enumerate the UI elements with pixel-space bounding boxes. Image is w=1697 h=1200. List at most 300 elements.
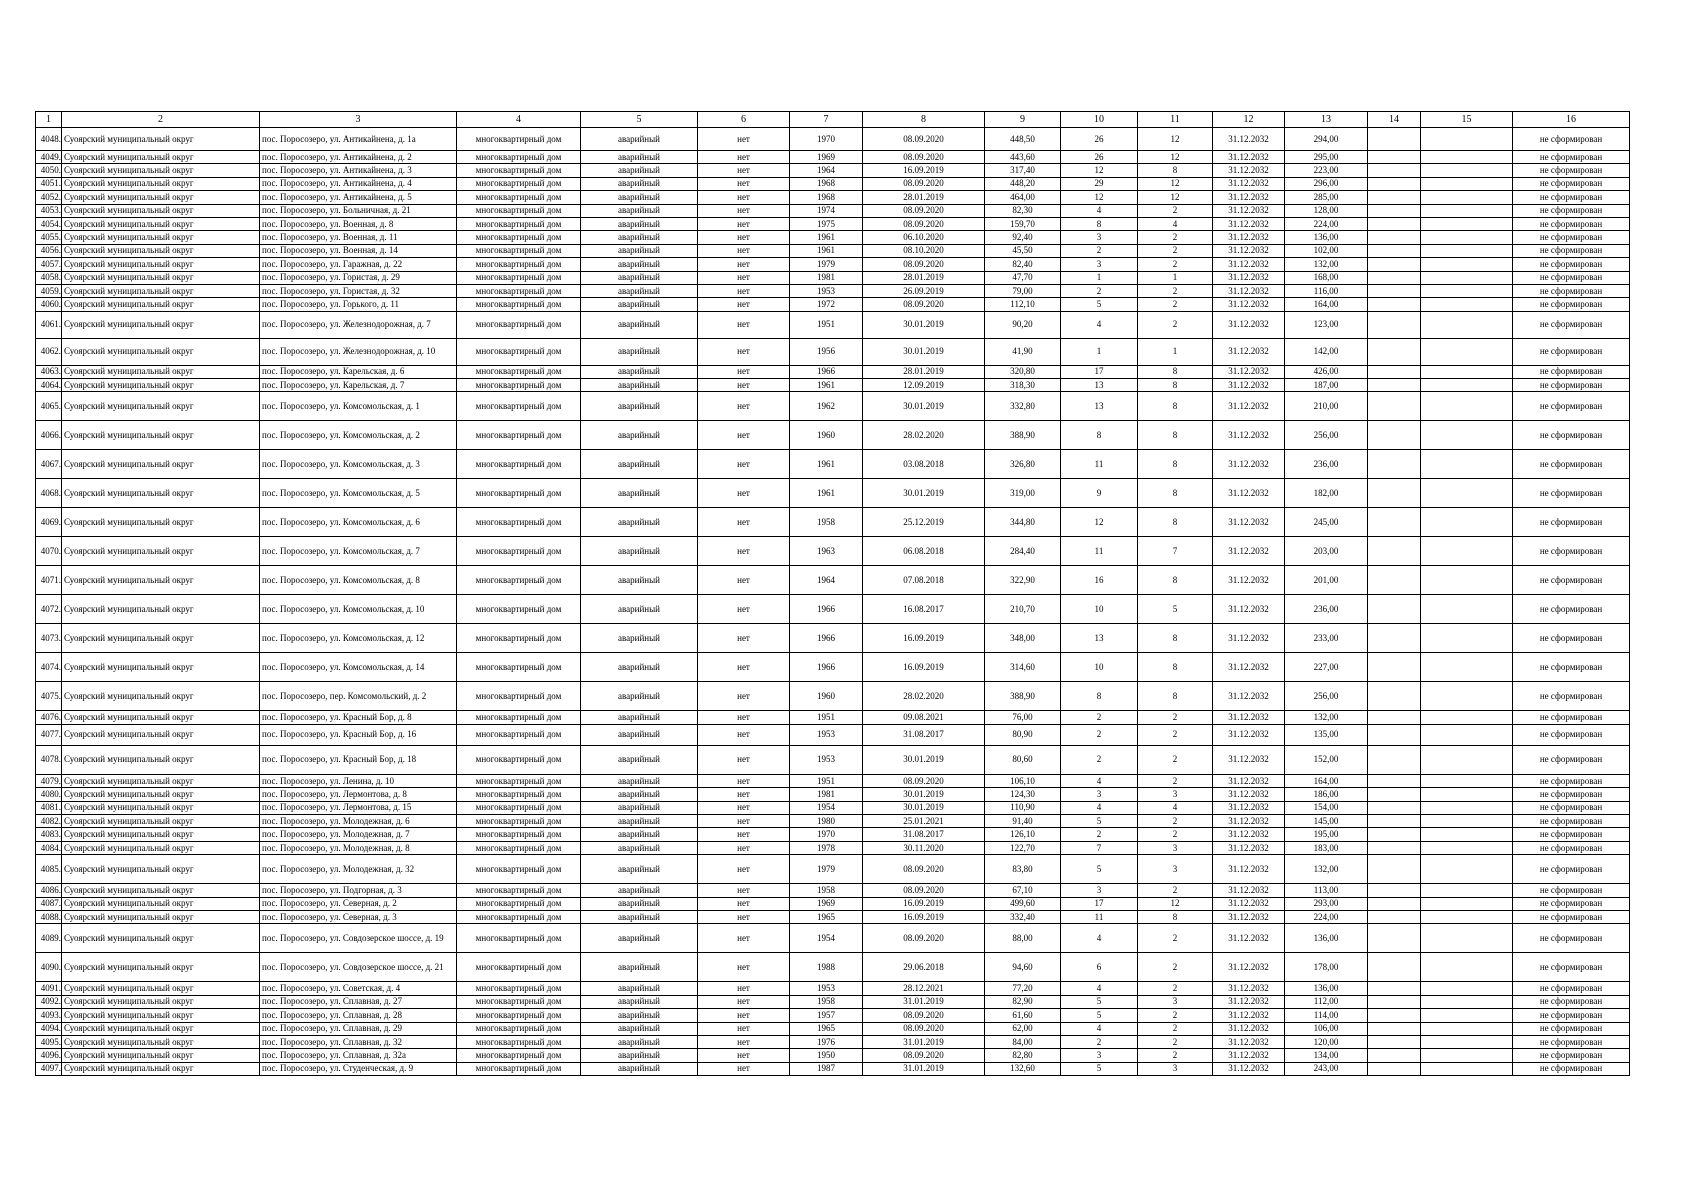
cell-inspection-date: 08.09.2020 [863, 128, 985, 151]
cell-area: 448,50 [985, 128, 1061, 151]
cell-inspection-date: 16.09.2019 [863, 910, 985, 923]
cell-row-number: 4090. [36, 953, 62, 982]
cell-flag: нет [698, 995, 790, 1008]
cell-status: не сформирован [1513, 897, 1630, 910]
cell-deadline-date: 31.12.2032 [1213, 788, 1285, 801]
cell-col-15 [1421, 231, 1513, 244]
cell-col-14 [1368, 421, 1421, 450]
cell-row-number: 4079. [36, 774, 62, 787]
cell-status: не сформирован [1513, 774, 1630, 787]
cell-apartments: 2 [1138, 1009, 1213, 1022]
cell-row-number: 4070. [36, 537, 62, 566]
cell-build-year: 1965 [790, 910, 863, 923]
cell-flag: нет [698, 1062, 790, 1075]
cell-building-type: многоквартирный дом [457, 338, 581, 365]
cell-build-year: 1951 [790, 711, 863, 724]
cell-deadline-date: 31.12.2032 [1213, 815, 1285, 828]
cell-cost: 295,00 [1285, 151, 1368, 164]
table-row [36, 924, 1630, 953]
cell-district: Суоярский муниципальный округ [62, 595, 260, 624]
cell-area: 112,10 [985, 298, 1061, 311]
cell-deadline-date: 31.12.2032 [1213, 191, 1285, 204]
cell-area: 326,80 [985, 450, 1061, 479]
cell-building-type: многоквартирный дом [457, 841, 581, 854]
cell-status: не сформирован [1513, 204, 1630, 217]
cell-build-year: 1953 [790, 284, 863, 297]
cell-inspection-date: 29.06.2018 [863, 953, 985, 982]
cell-row-number: 4085. [36, 855, 62, 884]
cell-flag: нет [698, 1049, 790, 1062]
cell-area: 106,10 [985, 774, 1061, 787]
cell-area: 92,40 [985, 231, 1061, 244]
cell-deadline-date: 31.12.2032 [1213, 311, 1285, 338]
cell-address: пос. Поросозеро, ул. Антикайнена, д. 3 [260, 164, 457, 177]
cell-address: пос. Поросозеро, ул. Красный Бор, д. 16 [260, 724, 457, 745]
cell-status: не сформирован [1513, 217, 1630, 230]
cell-row-number: 4063. [36, 365, 62, 378]
cell-cost: 134,00 [1285, 1049, 1368, 1062]
cell-flag: нет [698, 1009, 790, 1022]
cell-inspection-date: 08.09.2020 [863, 151, 985, 164]
cell-deadline-date: 31.12.2032 [1213, 217, 1285, 230]
cell-row-number: 4053. [36, 204, 62, 217]
cell-col-15 [1421, 653, 1513, 682]
table-row [36, 508, 1630, 537]
cell-apartments: 2 [1138, 724, 1213, 745]
cell-flag: нет [698, 682, 790, 711]
cell-area: 388,90 [985, 682, 1061, 711]
cell-flag: нет [698, 624, 790, 653]
cell-row-number: 4075. [36, 682, 62, 711]
cell-cost: 116,00 [1285, 284, 1368, 297]
cell-district: Суоярский муниципальный округ [62, 711, 260, 724]
cell-district: Суоярский муниципальный округ [62, 828, 260, 841]
cell-col-15 [1421, 365, 1513, 378]
cell-status: не сформирован [1513, 745, 1630, 774]
cell-deadline-date: 31.12.2032 [1213, 537, 1285, 566]
cell-deadline-date: 31.12.2032 [1213, 828, 1285, 841]
cell-row-number: 4067. [36, 450, 62, 479]
cell-deadline-date: 31.12.2032 [1213, 392, 1285, 421]
cell-col-14 [1368, 1022, 1421, 1035]
column-header-3: 3 [260, 112, 457, 128]
cell-residents: 5 [1061, 298, 1138, 311]
cell-cost: 224,00 [1285, 910, 1368, 923]
table-row [36, 788, 1630, 801]
cell-building-type: многоквартирный дом [457, 231, 581, 244]
column-header-16: 16 [1513, 112, 1630, 128]
cell-deadline-date: 31.12.2032 [1213, 231, 1285, 244]
cell-apartments: 1 [1138, 271, 1213, 284]
cell-flag: нет [698, 392, 790, 421]
cell-col-15 [1421, 682, 1513, 711]
cell-building-type: многоквартирный дом [457, 271, 581, 284]
cell-col-14 [1368, 1049, 1421, 1062]
cell-residents: 4 [1061, 801, 1138, 814]
cell-deadline-date: 31.12.2032 [1213, 910, 1285, 923]
cell-col-15 [1421, 855, 1513, 884]
cell-area: 67,10 [985, 884, 1061, 897]
cell-col-14 [1368, 653, 1421, 682]
cell-residents: 3 [1061, 884, 1138, 897]
column-header-2: 2 [62, 112, 260, 128]
cell-area: 82,80 [985, 1049, 1061, 1062]
cell-build-year: 1953 [790, 982, 863, 995]
cell-area: 319,00 [985, 479, 1061, 508]
cell-apartments: 2 [1138, 231, 1213, 244]
cell-deadline-date: 31.12.2032 [1213, 566, 1285, 595]
cell-status: не сформирован [1513, 815, 1630, 828]
cell-col-14 [1368, 828, 1421, 841]
cell-apartments: 4 [1138, 801, 1213, 814]
cell-build-year: 1979 [790, 855, 863, 884]
cell-inspection-date: 08.09.2020 [863, 258, 985, 271]
cell-col-15 [1421, 953, 1513, 982]
cell-col-15 [1421, 624, 1513, 653]
cell-cost: 135,00 [1285, 724, 1368, 745]
cell-col-14 [1368, 479, 1421, 508]
cell-district: Суоярский муниципальный округ [62, 910, 260, 923]
table-row [36, 1049, 1630, 1062]
cell-build-year: 1961 [790, 231, 863, 244]
table-row [36, 231, 1630, 244]
cell-address: пос. Поросозеро, ул. Красный Бор, д. 8 [260, 711, 457, 724]
cell-row-number: 4062. [36, 338, 62, 365]
cell-apartments: 2 [1138, 1049, 1213, 1062]
cell-area: 83,80 [985, 855, 1061, 884]
cell-address: пос. Поросозеро, ул. Комсомольская, д. 12 [260, 624, 457, 653]
cell-district: Суоярский муниципальный округ [62, 392, 260, 421]
cell-apartments: 2 [1138, 884, 1213, 897]
cell-build-year: 1958 [790, 884, 863, 897]
cell-area: 159,70 [985, 217, 1061, 230]
cell-col-14 [1368, 711, 1421, 724]
cell-district: Суоярский муниципальный округ [62, 924, 260, 953]
cell-row-number: 4093. [36, 1009, 62, 1022]
cell-deadline-date: 31.12.2032 [1213, 1035, 1285, 1048]
cell-area: 318,30 [985, 379, 1061, 392]
cell-residents: 2 [1061, 828, 1138, 841]
cell-inspection-date: 28.01.2019 [863, 271, 985, 284]
cell-condition: аварийный [581, 204, 698, 217]
cell-inspection-date: 06.08.2018 [863, 537, 985, 566]
cell-flag: нет [698, 910, 790, 923]
cell-status: не сформирован [1513, 801, 1630, 814]
cell-residents: 2 [1061, 284, 1138, 297]
cell-inspection-date: 30.11.2020 [863, 841, 985, 854]
cell-district: Суоярский муниципальный округ [62, 815, 260, 828]
cell-district: Суоярский муниципальный округ [62, 298, 260, 311]
header-row [36, 112, 1630, 128]
cell-status: не сформирован [1513, 841, 1630, 854]
cell-cost: 178,00 [1285, 953, 1368, 982]
table-row [36, 828, 1630, 841]
table-row [36, 910, 1630, 923]
cell-col-15 [1421, 910, 1513, 923]
cell-area: 94,60 [985, 953, 1061, 982]
cell-flag: нет [698, 298, 790, 311]
table-row [36, 217, 1630, 230]
cell-status: не сформирован [1513, 1035, 1630, 1048]
cell-col-14 [1368, 910, 1421, 923]
cell-status: не сформирован [1513, 653, 1630, 682]
cell-col-15 [1421, 724, 1513, 745]
cell-district: Суоярский муниципальный округ [62, 788, 260, 801]
cell-condition: аварийный [581, 311, 698, 338]
cell-apartments: 2 [1138, 1035, 1213, 1048]
table-row [36, 745, 1630, 774]
cell-col-14 [1368, 566, 1421, 595]
cell-deadline-date: 31.12.2032 [1213, 164, 1285, 177]
cell-address: пос. Поросозеро, ул. Гористая, д. 29 [260, 271, 457, 284]
cell-col-15 [1421, 884, 1513, 897]
cell-area: 122,70 [985, 841, 1061, 854]
cell-building-type: многоквартирный дом [457, 537, 581, 566]
cell-address: пос. Поросозеро, ул. Подгорная, д. 3 [260, 884, 457, 897]
cell-building-type: многоквартирный дом [457, 244, 581, 257]
cell-residents: 13 [1061, 624, 1138, 653]
cell-inspection-date: 12.09.2019 [863, 379, 985, 392]
cell-col-15 [1421, 204, 1513, 217]
cell-status: не сформирован [1513, 338, 1630, 365]
cell-row-number: 4056. [36, 244, 62, 257]
cell-inspection-date: 31.01.2019 [863, 1035, 985, 1048]
cell-condition: аварийный [581, 191, 698, 204]
cell-cost: 152,00 [1285, 745, 1368, 774]
table-row [36, 566, 1630, 595]
cell-condition: аварийный [581, 258, 698, 271]
cell-building-type: многоквартирный дом [457, 311, 581, 338]
cell-address: пос. Поросозеро, ул. Комсомольская, д. 7 [260, 537, 457, 566]
cell-condition: аварийный [581, 653, 698, 682]
cell-build-year: 1960 [790, 421, 863, 450]
cell-residents: 4 [1061, 982, 1138, 995]
cell-address: пос. Поросозеро, ул. Северная, д. 3 [260, 910, 457, 923]
cell-col-15 [1421, 217, 1513, 230]
cell-apartments: 2 [1138, 828, 1213, 841]
cell-flag: нет [698, 745, 790, 774]
cell-col-14 [1368, 1009, 1421, 1022]
cell-col-14 [1368, 924, 1421, 953]
cell-building-type: многоквартирный дом [457, 566, 581, 595]
cell-cost: 187,00 [1285, 379, 1368, 392]
cell-inspection-date: 28.02.2020 [863, 682, 985, 711]
cell-residents: 11 [1061, 910, 1138, 923]
cell-col-14 [1368, 815, 1421, 828]
cell-cost: 245,00 [1285, 508, 1368, 537]
cell-col-14 [1368, 284, 1421, 297]
table-row [36, 1022, 1630, 1035]
cell-flag: нет [698, 271, 790, 284]
cell-building-type: многоквартирный дом [457, 204, 581, 217]
cell-flag: нет [698, 774, 790, 787]
column-header-15: 15 [1421, 112, 1513, 128]
cell-district: Суоярский муниципальный округ [62, 801, 260, 814]
cell-flag: нет [698, 191, 790, 204]
cell-area: 110,90 [985, 801, 1061, 814]
cell-col-14 [1368, 365, 1421, 378]
cell-building-type: многоквартирный дом [457, 284, 581, 297]
cell-status: не сформирован [1513, 910, 1630, 923]
cell-condition: аварийный [581, 1009, 698, 1022]
cell-status: не сформирован [1513, 151, 1630, 164]
cell-apartments: 2 [1138, 924, 1213, 953]
cell-row-number: 4094. [36, 1022, 62, 1035]
cell-flag: нет [698, 151, 790, 164]
cell-condition: аварийный [581, 508, 698, 537]
cell-area: 124,30 [985, 788, 1061, 801]
cell-building-type: многоквартирный дом [457, 1062, 581, 1075]
cell-area: 88,00 [985, 924, 1061, 953]
cell-address: пос. Поросозеро, ул. Комсомольская, д. 6 [260, 508, 457, 537]
cell-row-number: 4049. [36, 151, 62, 164]
cell-flag: нет [698, 164, 790, 177]
cell-flag: нет [698, 566, 790, 595]
cell-condition: аварийный [581, 924, 698, 953]
cell-area: 62,00 [985, 1022, 1061, 1035]
cell-address: пос. Поросозеро, ул. Карельская, д. 7 [260, 379, 457, 392]
cell-deadline-date: 31.12.2032 [1213, 855, 1285, 884]
cell-apartments: 8 [1138, 624, 1213, 653]
table-row [36, 450, 1630, 479]
cell-inspection-date: 28.12.2021 [863, 982, 985, 995]
cell-col-15 [1421, 801, 1513, 814]
cell-col-15 [1421, 566, 1513, 595]
cell-inspection-date: 08.09.2020 [863, 298, 985, 311]
cell-area: 82,90 [985, 995, 1061, 1008]
cell-build-year: 1961 [790, 450, 863, 479]
cell-apartments: 2 [1138, 815, 1213, 828]
cell-building-type: многоквартирный дом [457, 128, 581, 151]
cell-building-type: многоквартирный дом [457, 379, 581, 392]
cell-inspection-date: 30.01.2019 [863, 745, 985, 774]
table-row [36, 244, 1630, 257]
table-row [36, 258, 1630, 271]
cell-status: не сформирован [1513, 177, 1630, 190]
cell-inspection-date: 16.08.2017 [863, 595, 985, 624]
cell-district: Суоярский муниципальный округ [62, 897, 260, 910]
cell-building-type: многоквартирный дом [457, 653, 581, 682]
cell-status: не сформирован [1513, 508, 1630, 537]
cell-address: пос. Поросозеро, ул. Антикайнена, д. 4 [260, 177, 457, 190]
cell-deadline-date: 31.12.2032 [1213, 151, 1285, 164]
cell-building-type: многоквартирный дом [457, 724, 581, 745]
cell-deadline-date: 31.12.2032 [1213, 745, 1285, 774]
cell-build-year: 1953 [790, 745, 863, 774]
cell-deadline-date: 31.12.2032 [1213, 365, 1285, 378]
cell-residents: 4 [1061, 204, 1138, 217]
cell-cost: 132,00 [1285, 711, 1368, 724]
cell-address: пос. Поросозеро, ул. Антикайнена, д. 2 [260, 151, 457, 164]
column-header-13: 13 [1285, 112, 1368, 128]
cell-cost: 183,00 [1285, 841, 1368, 854]
cell-apartments: 2 [1138, 1022, 1213, 1035]
cell-residents: 10 [1061, 653, 1138, 682]
cell-district: Суоярский муниципальный округ [62, 537, 260, 566]
cell-cost: 154,00 [1285, 801, 1368, 814]
cell-condition: аварийный [581, 244, 698, 257]
cell-status: не сформирован [1513, 271, 1630, 284]
cell-row-number: 4048. [36, 128, 62, 151]
cell-build-year: 1963 [790, 537, 863, 566]
cell-building-type: многоквартирный дом [457, 995, 581, 1008]
cell-residents: 4 [1061, 311, 1138, 338]
cell-condition: аварийный [581, 1022, 698, 1035]
cell-condition: аварийный [581, 338, 698, 365]
cell-status: не сформирован [1513, 682, 1630, 711]
cell-condition: аварийный [581, 479, 698, 508]
cell-residents: 26 [1061, 151, 1138, 164]
cell-col-15 [1421, 284, 1513, 297]
cell-flag: нет [698, 897, 790, 910]
cell-address: пос. Поросозеро, ул. Военная, д. 11 [260, 231, 457, 244]
cell-area: 82,30 [985, 204, 1061, 217]
cell-building-type: многоквартирный дом [457, 298, 581, 311]
cell-condition: аварийный [581, 624, 698, 653]
cell-row-number: 4061. [36, 311, 62, 338]
cell-cost: 114,00 [1285, 1009, 1368, 1022]
cell-condition: аварийный [581, 128, 698, 151]
cell-cost: 182,00 [1285, 479, 1368, 508]
cell-flag: нет [698, 258, 790, 271]
cell-district: Суоярский муниципальный округ [62, 271, 260, 284]
cell-building-type: многоквартирный дом [457, 910, 581, 923]
cell-residents: 29 [1061, 177, 1138, 190]
cell-flag: нет [698, 284, 790, 297]
cell-cost: 426,00 [1285, 365, 1368, 378]
table-row [36, 1035, 1630, 1048]
cell-build-year: 1968 [790, 191, 863, 204]
cell-building-type: многоквартирный дом [457, 788, 581, 801]
cell-flag: нет [698, 450, 790, 479]
cell-row-number: 4064. [36, 379, 62, 392]
cell-col-15 [1421, 841, 1513, 854]
table-row [36, 653, 1630, 682]
cell-flag: нет [698, 595, 790, 624]
cell-col-14 [1368, 884, 1421, 897]
cell-deadline-date: 31.12.2032 [1213, 298, 1285, 311]
cell-condition: аварийный [581, 884, 698, 897]
cell-flag: нет [698, 724, 790, 745]
cell-residents: 17 [1061, 897, 1138, 910]
cell-col-15 [1421, 924, 1513, 953]
cell-district: Суоярский муниципальный округ [62, 1062, 260, 1075]
column-header-10: 10 [1061, 112, 1138, 128]
cell-building-type: многоквартирный дом [457, 421, 581, 450]
cell-status: не сформирован [1513, 982, 1630, 995]
cell-residents: 11 [1061, 450, 1138, 479]
cell-deadline-date: 31.12.2032 [1213, 884, 1285, 897]
cell-deadline-date: 31.12.2032 [1213, 801, 1285, 814]
cell-build-year: 1987 [790, 1062, 863, 1075]
cell-col-14 [1368, 774, 1421, 787]
cell-area: 79,00 [985, 284, 1061, 297]
cell-apartments: 3 [1138, 788, 1213, 801]
cell-apartments: 8 [1138, 566, 1213, 595]
cell-col-14 [1368, 298, 1421, 311]
cell-building-type: многоквартирный дом [457, 595, 581, 624]
cell-area: 320,80 [985, 365, 1061, 378]
cell-district: Суоярский муниципальный округ [62, 624, 260, 653]
cell-area: 77,20 [985, 982, 1061, 995]
cell-condition: аварийный [581, 284, 698, 297]
cell-residents: 12 [1061, 191, 1138, 204]
cell-col-15 [1421, 244, 1513, 257]
cell-apartments: 2 [1138, 204, 1213, 217]
cell-residents: 16 [1061, 566, 1138, 595]
cell-col-14 [1368, 508, 1421, 537]
cell-residents: 1 [1061, 271, 1138, 284]
